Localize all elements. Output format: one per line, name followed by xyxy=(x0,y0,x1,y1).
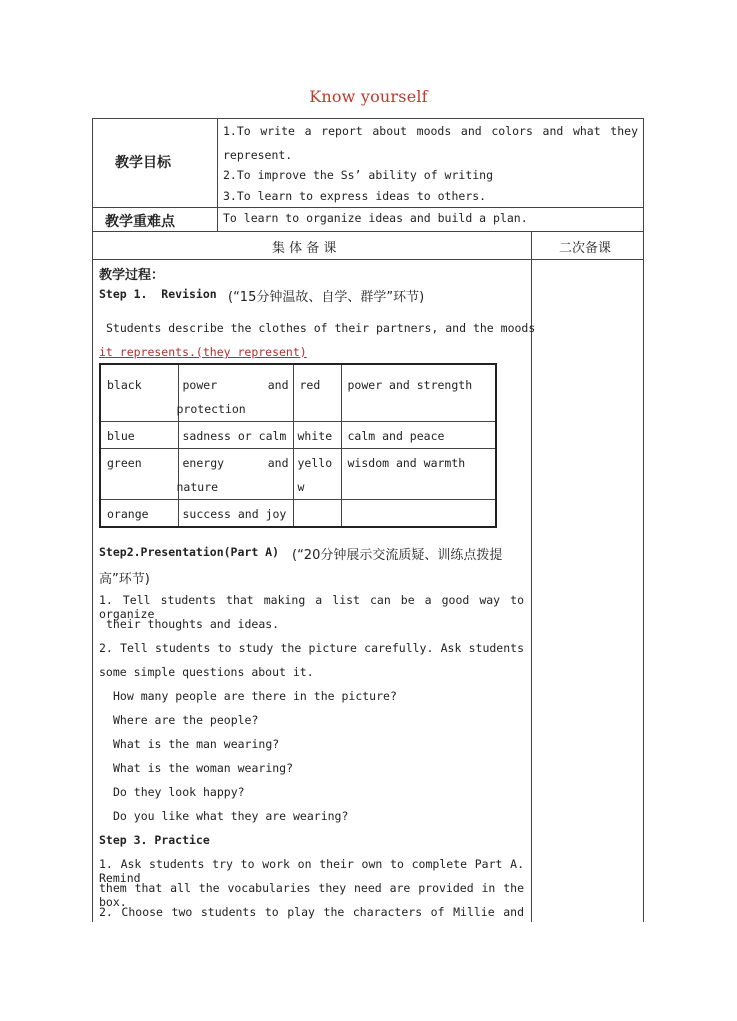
objective-line: represent. xyxy=(223,148,293,162)
table-cell: sadness or calm xyxy=(178,422,293,449)
table-row xyxy=(100,364,496,422)
question: How many people are there in the picture? xyxy=(113,689,397,703)
secondary-prep-header: 二次备课 xyxy=(559,241,612,256)
step2-item: some simple questions about it. xyxy=(99,665,314,679)
step2-item: 1. Tell students that making a list can be a good way to organize xyxy=(99,593,524,621)
table-cell: power and protection xyxy=(178,364,293,422)
table-cell: green xyxy=(100,449,178,500)
step3-title: Step 3. Practice xyxy=(99,833,210,847)
divider xyxy=(92,231,644,232)
table-cell: black xyxy=(100,364,178,422)
document-title: Know yourself xyxy=(309,87,428,106)
table-cell: success and joy xyxy=(178,500,293,528)
objective-line: 3.To learn to express ideas to others. xyxy=(223,189,487,203)
question: What is the man wearing? xyxy=(113,737,280,751)
objectives-label: 教学目标 xyxy=(115,155,171,171)
table-cell xyxy=(293,500,341,528)
table-row xyxy=(100,500,496,528)
step2-title: Step2.Presentation(Part A) xyxy=(99,545,280,559)
table-cell: red xyxy=(293,364,341,422)
step3-item: them that all the vocabularies they need are provided in the box. xyxy=(99,881,524,909)
key-points-text: To learn to organize ideas and build a plan. xyxy=(223,211,528,225)
table-row xyxy=(100,422,496,449)
color-mood-table xyxy=(99,363,497,528)
question: Do they look happy? xyxy=(113,785,245,799)
step1-line-highlight: it represents.(they represent) xyxy=(99,345,307,359)
question: What is the woman wearing? xyxy=(113,761,294,775)
question: Do you like what they are wearing? xyxy=(113,809,349,823)
table-cell: white xyxy=(293,422,341,449)
table-cell xyxy=(341,500,496,528)
table-cell: orange xyxy=(100,500,178,528)
table-cell: wisdom and warmth xyxy=(341,449,496,500)
table-row xyxy=(100,449,496,500)
table-cell: blue xyxy=(100,422,178,449)
table-cell: calm and peace xyxy=(341,422,496,449)
objective-line: 1.To write a report about moods and colors and what they xyxy=(223,124,638,138)
step1-line: Students describe the clothes of their partners, and the moods xyxy=(106,321,536,335)
divider xyxy=(92,207,644,208)
step2-note: (“20分钟展示交流质疑、训练点拨提 xyxy=(292,548,503,563)
table-cell: yello w xyxy=(293,449,341,500)
step2-item: their thoughts and ideas. xyxy=(106,617,280,631)
step2-item: 2. Tell students to study the picture carefully. Ask students xyxy=(99,641,524,655)
step3-item: 2. Choose two students to play the characters of Millie and xyxy=(99,905,524,919)
table-cell: power and strength xyxy=(341,364,496,422)
process-heading: 教学过程： xyxy=(99,268,165,283)
step1-note: (“15分钟温故、自学、群学”环节) xyxy=(228,290,425,305)
step3-item: 1. Ask students try to work on their own to complete Part A. Remind xyxy=(99,857,524,885)
step1-title: Step 1. Revision xyxy=(99,287,217,301)
objective-line: 2.To improve the Ss’ ability of writing xyxy=(223,168,494,182)
step2-note: 高”环节) xyxy=(99,572,150,587)
key-points-label: 教学重难点 xyxy=(105,214,175,230)
collective-prep-header: 集 体 备 课 xyxy=(272,241,337,256)
table-cell: energy and nature xyxy=(178,449,293,500)
divider xyxy=(217,118,218,231)
divider xyxy=(92,259,644,260)
question: Where are the people? xyxy=(113,713,259,727)
